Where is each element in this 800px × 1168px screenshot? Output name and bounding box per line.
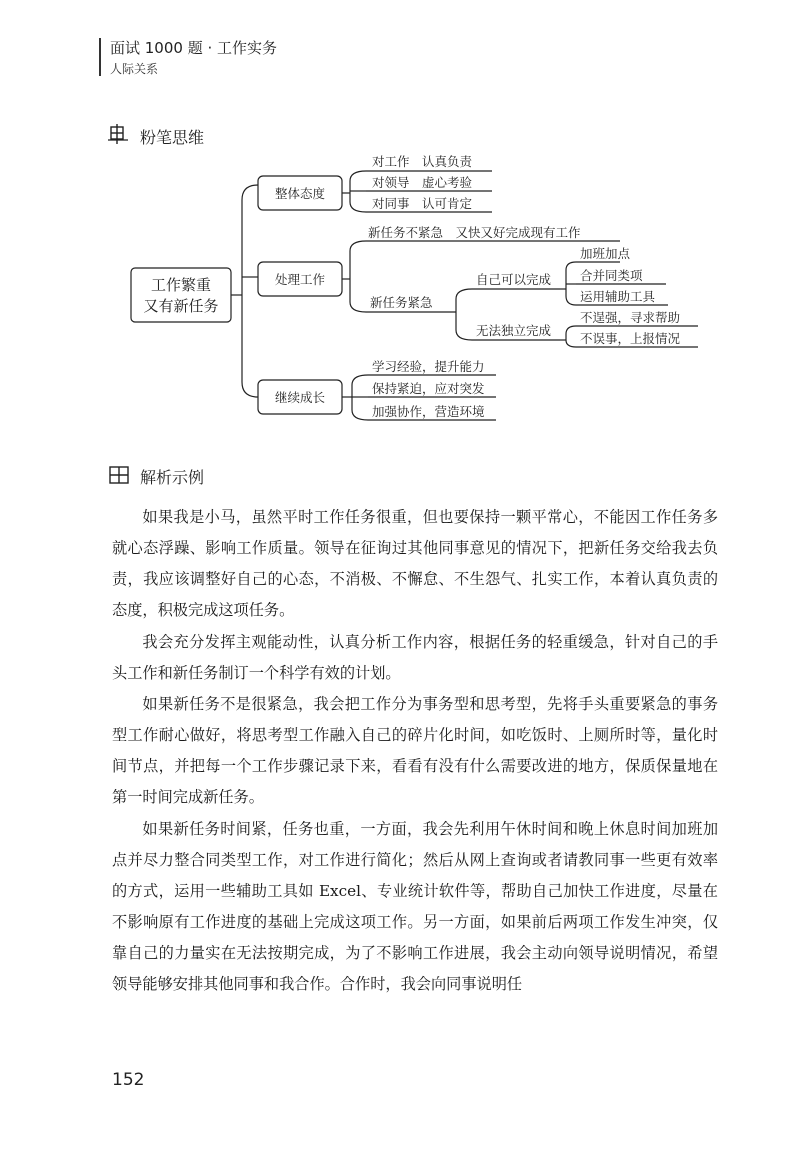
mind-map xyxy=(0,0,800,440)
attitude-item: 对领导 虚心考验 xyxy=(372,175,473,190)
analysis-example-title: 解析示例 xyxy=(140,468,205,487)
growth-item: 保持紧迫，应对突发 xyxy=(372,381,485,396)
can-complete-item: 加班加点 xyxy=(580,246,631,261)
body-paragraph: 如果我是小马，虽然平时工作任务很重，但也要保持一颗平常心，不能因工作任务多就心态浮躁、影响工作质量。领导在征询过其他同事意见的情况下，把新任务交给我去负责，我应该调整好自己的心态，不消极、不懈怠、不生怨气、扎实工作，本着认真负责的态度，积极完成这项任务。 xyxy=(112,508,718,619)
can-complete-item: 合并同类项 xyxy=(580,268,643,283)
analysis-example-icon xyxy=(108,464,130,486)
cannot-complete-item: 不逞强，寻求帮助 xyxy=(580,310,681,325)
sub-cannot-complete-label-text: 无法独立完成 xyxy=(476,323,552,338)
body-paragraph: 如果新任务时间紧，任务也重，一方面，我会先利用午休时间和晚上休息时间加班加点并尽力整合同类型工作，对工作进行简化；然后从网上查询或者请教同事一些更有效率的方式，运用一些辅助工具如 Excel、专业统计软件等，帮助自己加快工作进度，尽量在不影响原有工作进度的基础上完成这项工作。另一方面，如果前后两项工作发生冲突，仅靠自己的力量实在无法按期完成，为了不影响工作进展，我会主动向领导说明情况，希望领导能够安排其他同事和我合作。合作时，我会向同事说明任 xyxy=(112,820,718,993)
sub-can-complete-label: 自己可以完成 xyxy=(476,272,552,287)
body-paragraph: 我会充分发挥主观能动性，认真分析工作内容，根据任务的轻重缓急，针对自己的手头工作和新任务制订一个科学有效的计划。 xyxy=(112,633,718,682)
growth-item: 学习经验，提升能力 xyxy=(372,359,485,374)
attitude-item: 对同事 认可肯定 xyxy=(372,196,473,211)
page-number: 152 xyxy=(112,1070,145,1090)
can-complete-item: 运用辅助工具 xyxy=(580,289,656,304)
root-label-2: 又有新任务 xyxy=(143,297,219,315)
handling-case-not-urgent: 新任务不紧急 又快又好完成现有工作 xyxy=(368,225,581,240)
branch-handling-label: 处理工作 xyxy=(274,272,326,287)
growth-item: 加强协作，营造环境 xyxy=(372,404,485,419)
handling-case-urgent: 新任务紧急 xyxy=(370,295,433,310)
body-paragraph: 如果新任务不是很紧急，我会把工作分为事务型和思考型，先将手头重要紧急的事务型工作耐心做好，将思考型工作融入自己的碎片化时间，如吃饭时、上厕所时等，量化时间节点，并把每一个工作步骤记录下来，看看有没有什么需要改进的地方，保质保量地在第一时间完成新任务。 xyxy=(112,695,718,806)
cannot-complete-item: 不误事，上报情况 xyxy=(580,331,681,346)
branch-attitude-label: 整体态度 xyxy=(274,186,326,201)
chapter-subtitle: 人际关系 xyxy=(110,62,159,76)
attitude-item: 对工作 认真负责 xyxy=(372,154,473,169)
chalk-thinking-title: 粉笔思维 xyxy=(140,128,205,147)
root-label-1: 工作繁重 xyxy=(150,276,212,294)
branch-growth-label: 继续成长 xyxy=(274,390,326,405)
book-title: 面试 1000 题 · 工作实务 xyxy=(110,39,278,57)
